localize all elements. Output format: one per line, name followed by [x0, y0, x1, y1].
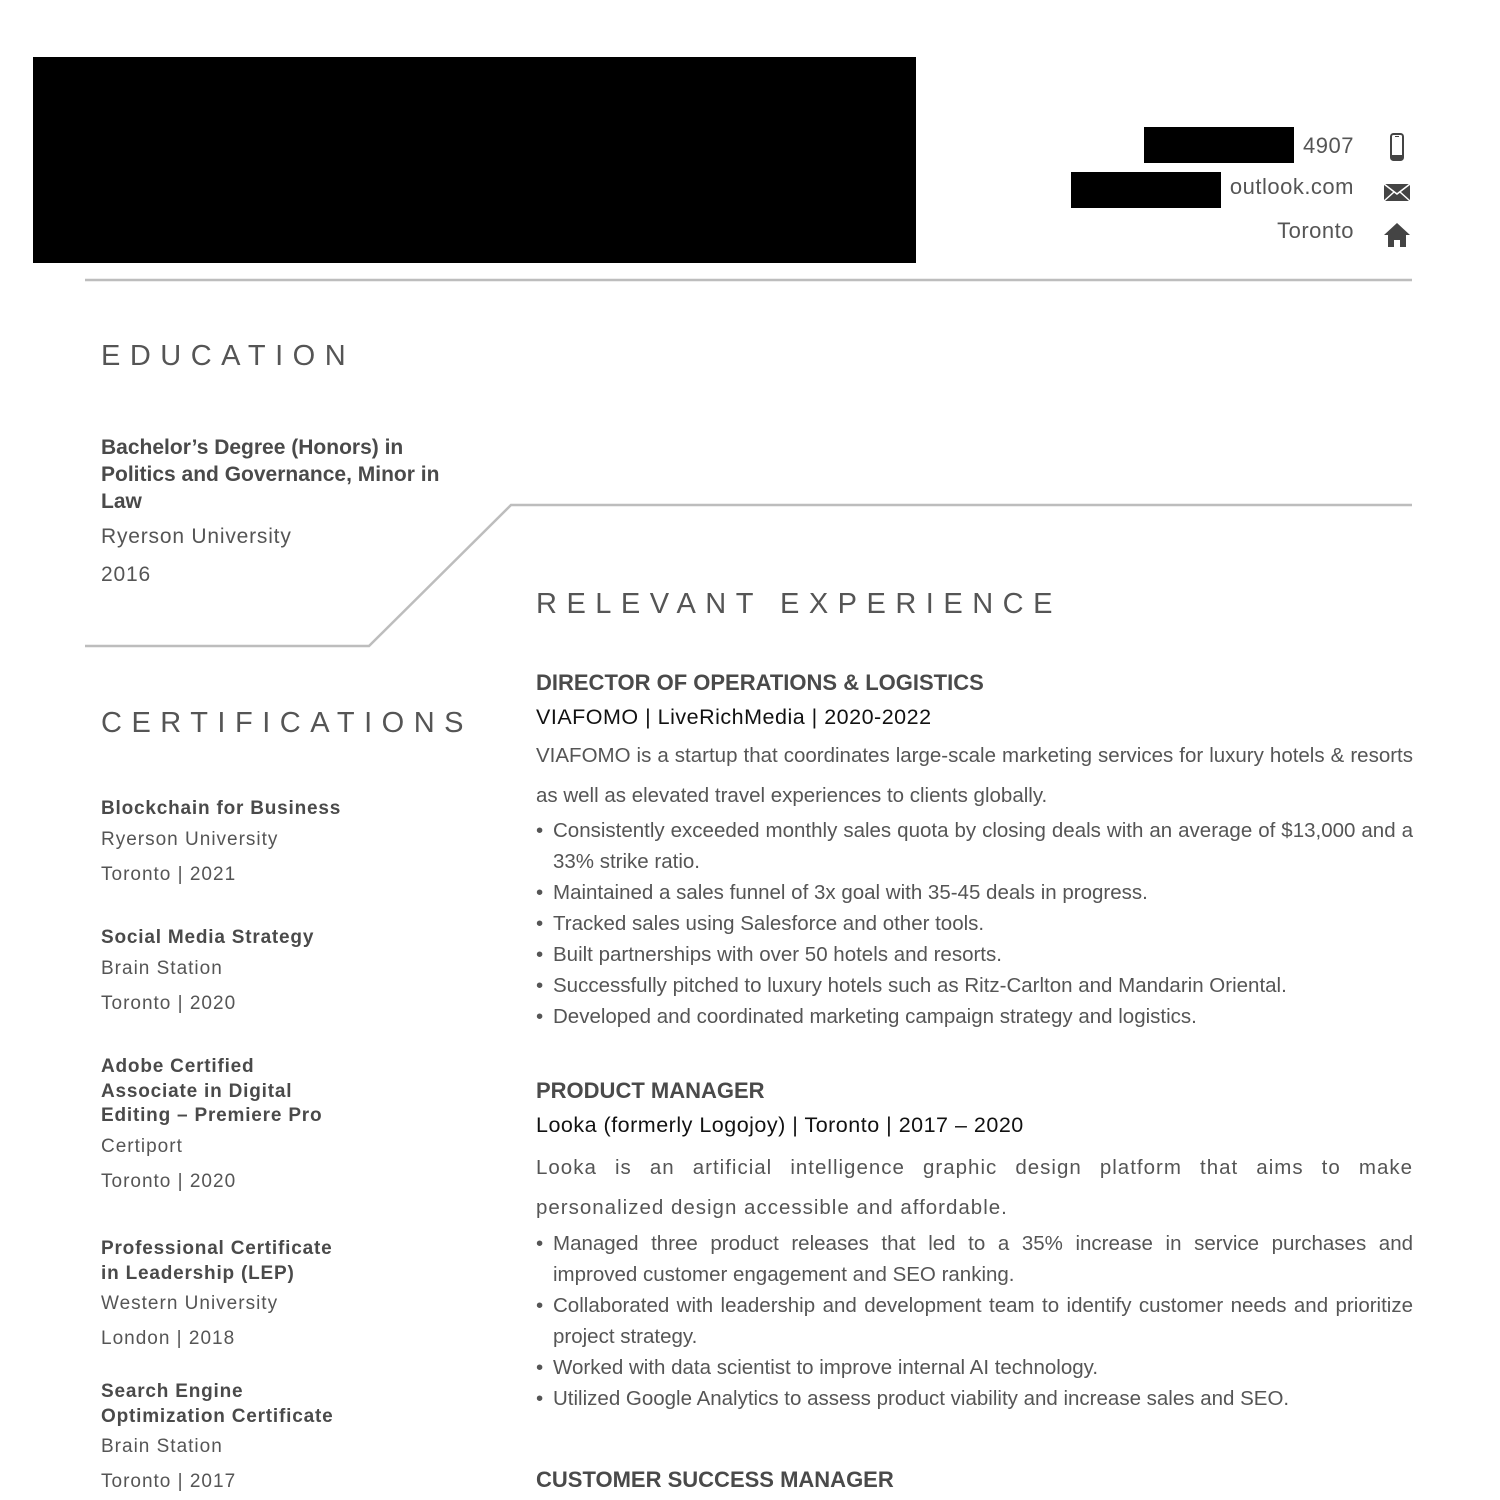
bullet-item: • Utilized Google Analytics to assess product viability and increase sales and SEO. — [536, 1387, 1290, 1410]
bullet-item: • Worked with data scientist to improve internal AI technology. — [536, 1356, 1099, 1379]
bullet-item: • Tracked sales using Salesforce and other tools. — [536, 912, 985, 935]
location: Toronto — [1277, 218, 1354, 243]
degree-title: Bachelor’s Degree (Honors) in Politics and Governance, Minor in Law — [101, 436, 440, 513]
bullet-item: • Consistently exceeded monthly sales quota by closing deals with an average of $13,000 and a 33% strike ratio. — [536, 819, 1413, 873]
job-title: CUSTOMER SUCCESS MANAGER — [536, 1467, 894, 1492]
job-entry — [536, 1076, 1413, 1414]
cert-issuer: Certiport — [101, 1135, 183, 1157]
cert-title: Blockchain for Business — [101, 798, 342, 819]
job-organization: VIAFOMO | LiveRichMedia | 2020-2022 — [536, 705, 932, 729]
certification-item — [101, 926, 401, 1021]
certification-item — [101, 1055, 336, 1199]
certifications-heading: CERTIFICATIONS — [101, 707, 473, 739]
cert-place: London | 2018 — [101, 1328, 236, 1349]
certification-item — [101, 797, 401, 892]
job-title: DIRECTOR OF OPERATIONS & LOGISTICS — [536, 670, 984, 695]
job-description: Looka is an artificial intelligence graphic design platform that aims to make personalized design accessible and affordable. — [536, 1156, 1413, 1219]
cert-issuer: Brain Station — [101, 957, 223, 979]
phone-number: 4907 — [1303, 133, 1354, 158]
bullet-item: • Developed and coordinated marketing campaign strategy and logistics. — [536, 1005, 1197, 1028]
education-school: Ryerson University — [101, 525, 292, 548]
cert-place: Toronto | 2021 — [101, 863, 237, 885]
cert-issuer: Brain Station — [101, 1436, 223, 1457]
cert-title: Adobe Certified Associate in Digital Editing – Premiere Pro — [101, 1056, 323, 1126]
cert-place: Toronto | 2017 — [101, 1471, 237, 1492]
email-address: outlook.com — [1229, 174, 1354, 199]
bullet-item: • Managed three product releases that led to a 35% increase in service purchases and improved customer engagement and SEO ranking. — [536, 1232, 1413, 1286]
cert-title: Social Media Strategy — [101, 927, 315, 948]
bullet-item: • Successfully pitched to luxury hotels such as Ritz-Carlton and Mandarin Oriental. — [536, 974, 1287, 997]
job-entry — [536, 668, 1413, 1032]
cert-issuer: Western University — [101, 1293, 279, 1314]
bullet-item: • Built partnerships with over 50 hotels and resorts. — [536, 943, 1002, 966]
education-heading: EDUCATION — [101, 340, 356, 372]
education-year: 2016 — [101, 563, 151, 586]
cert-title: Search Engine Optimization Certificate — [101, 1381, 334, 1427]
certification-item — [101, 1237, 351, 1356]
cert-place: Toronto | 2020 — [101, 992, 237, 1014]
experience-heading: RELEVANT EXPERIENCE — [536, 588, 1062, 620]
cert-issuer: Ryerson University — [101, 828, 279, 850]
job-bullets — [536, 815, 1413, 1032]
job-bullets — [536, 1228, 1413, 1414]
bullet-item: • Collaborated with leadership and development team to identify customer needs and prioritize project strategy. — [536, 1294, 1413, 1348]
cert-place: Toronto | 2020 — [101, 1170, 237, 1192]
bullet-item: • Maintained a sales funnel of 3x goal with 35-45 deals in progress. — [536, 881, 1148, 904]
certification-item — [101, 1380, 351, 1499]
cert-title: Professional Certificate in Leadership (LEP) — [101, 1238, 333, 1284]
job-description: VIAFOMO is a startup that coordinates large-scale marketing services for luxury hotels & resorts as well as elevated travel experiences to clients globally. — [536, 744, 1413, 807]
job-organization: Looka (formerly Logojoy) | Toronto | 2017 – 2020 — [536, 1113, 1024, 1137]
job-entry — [536, 1465, 1413, 1495]
job-title: PRODUCT MANAGER — [536, 1078, 765, 1103]
